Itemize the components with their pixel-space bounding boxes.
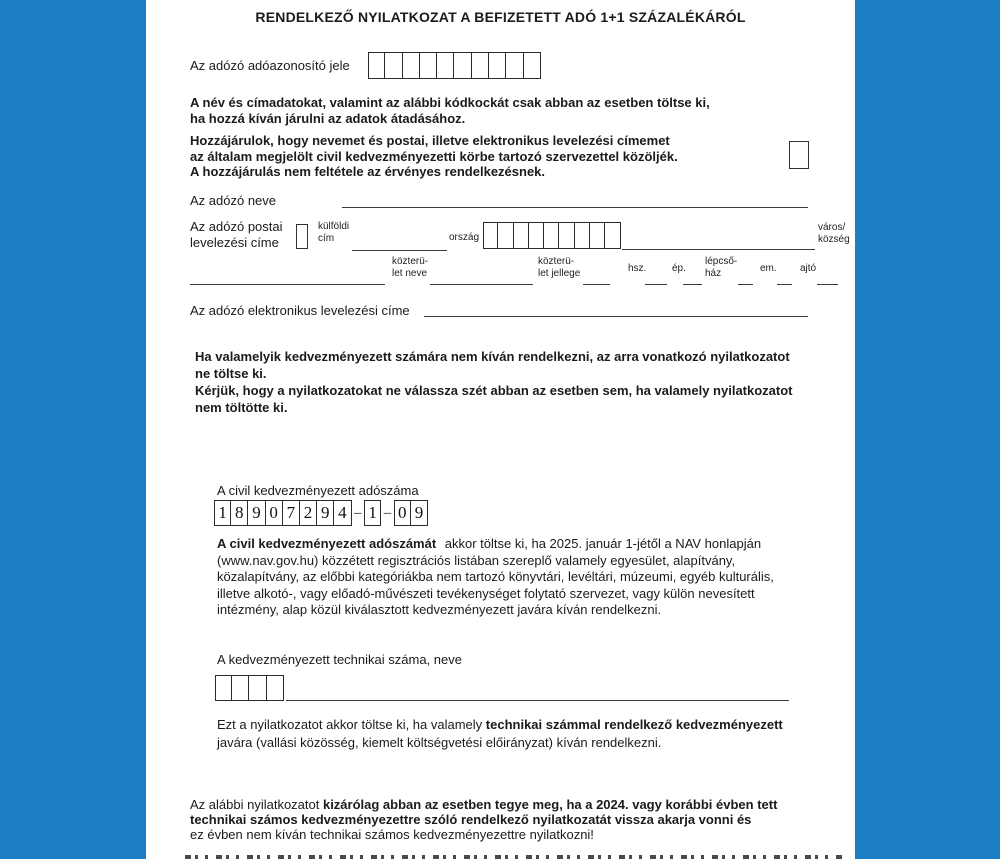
- bold-text: kizárólag abban az esetben tegye meg, ha a 2024. vagy korábbi évben tett: [322, 797, 778, 812]
- paragraph-line: javára (vallási közösség, kiemelt költségvetési előirányzat) kíván rendelkezni.: [217, 735, 662, 750]
- digit-box[interactable]: [514, 222, 529, 249]
- digit-box[interactable]: [215, 675, 232, 701]
- digit-box[interactable]: [368, 52, 385, 79]
- paragraph-line: az általam megjelölt civil kedvezményezetti körbe tartozó szervezettel közöljék.: [190, 148, 678, 164]
- paragraph-line: közalapítvány, az előbbi kategóriákba nem tartozó könyvtári, levéltári, múzeumi, egyéb kulturális,: [217, 569, 774, 584]
- label-line: ház: [705, 267, 722, 279]
- technical-name-input-line[interactable]: [286, 700, 789, 701]
- digit-box[interactable]: [590, 222, 605, 249]
- tax-number-digit[interactable]: 9: [248, 500, 265, 526]
- digit-box[interactable]: [454, 52, 471, 79]
- paragraph-line: [217, 716, 783, 734]
- country-input-line[interactable]: [352, 250, 447, 251]
- tax-number-main-group[interactable]: [214, 500, 352, 526]
- paragraph-line: Ha valamelyik kedvezményezett számára nem kíván rendelkezni, az arra vonatkozó nyilatkozatot: [195, 349, 790, 364]
- label-line: város/: [818, 222, 846, 233]
- name-label: Az adózó neve: [190, 193, 277, 208]
- country-label: ország: [449, 232, 480, 243]
- label-line: cím: [318, 232, 335, 244]
- label-line: levelezési címe: [190, 234, 279, 250]
- staircase-label: [705, 256, 737, 279]
- tax-number-digit[interactable]: 1: [214, 500, 231, 526]
- digit-box[interactable]: [472, 52, 489, 79]
- paragraph-line: [217, 536, 774, 553]
- city-input-line[interactable]: [622, 249, 815, 250]
- bold-text: technikai számmal rendelkező kedvezményezett: [485, 717, 783, 732]
- cutoff-text-line: [185, 855, 846, 859]
- tax-number-digit[interactable]: 0: [266, 500, 283, 526]
- floor-input-line[interactable]: [777, 284, 792, 285]
- label-line: lépcső-: [705, 256, 738, 267]
- tax-number-digit[interactable]: 0: [394, 500, 411, 526]
- paragraph-line: [190, 797, 777, 812]
- technical-beneficiary-info: [217, 716, 783, 752]
- label-line: közterü-: [538, 256, 575, 267]
- label-line: Az adózó postai: [190, 219, 283, 234]
- digit-box[interactable]: [403, 52, 420, 79]
- technical-number-label: A kedvezményezett technikai száma, neve: [217, 652, 462, 667]
- digit-box[interactable]: [529, 222, 544, 249]
- street-name-input-line[interactable]: [430, 284, 533, 285]
- label-line: let jellege: [538, 267, 581, 279]
- tax-number-separator: –: [383, 504, 392, 521]
- door-label: ajtó: [800, 263, 817, 274]
- tax-number-check-group[interactable]: [394, 500, 428, 526]
- digit-box[interactable]: [544, 222, 559, 249]
- postal-code-boxes[interactable]: [483, 222, 621, 249]
- paragraph-line: Kérjük, hogy a nyilatkozatokat ne válassza szét abban az esetben sem, ha valamely nyilatkozatot: [195, 383, 793, 398]
- digit-box[interactable]: [232, 675, 249, 701]
- form-title: RENDELKEZŐ NYILATKOZAT A BEFIZETETT ADÓ 1+1 SZÁZALÉKÁRÓL: [255, 9, 746, 25]
- tax-number-digit[interactable]: 4: [334, 500, 351, 526]
- civil-beneficiary-info: [217, 536, 774, 619]
- tax-number-digit[interactable]: 8: [231, 500, 248, 526]
- label-line: község: [818, 233, 850, 245]
- technical-number-boxes[interactable]: [215, 675, 284, 701]
- digit-box[interactable]: [385, 52, 402, 79]
- building-input-line[interactable]: [683, 284, 702, 285]
- label-line: külföldi: [318, 221, 350, 232]
- digit-box[interactable]: [420, 52, 437, 79]
- digit-box[interactable]: [506, 52, 523, 79]
- tax-number-digit[interactable]: 2: [300, 500, 317, 526]
- consent-statement: [190, 133, 678, 180]
- floor-label: em.: [760, 263, 777, 274]
- paragraph-line: ez évben nem kíván technikai számos kedvezményezettre nyilatkozni!: [190, 827, 594, 842]
- foreign-address-label: [318, 221, 349, 244]
- civil-tax-number-label: A civil kedvezményezett adószáma: [217, 483, 419, 498]
- postal-address-label: [190, 219, 283, 250]
- bold-lead: A civil kedvezményezett adószámát: [217, 536, 437, 551]
- paragraph-line: illetve alkotó-, vagy előadó-művészeti tevékenységet folytató szervezet, vagy külön nevesített: [217, 585, 755, 601]
- normal-text: Az alábbi nyilatkozatot: [190, 797, 323, 812]
- withdrawal-notice: [190, 797, 777, 842]
- paragraph-line: Hozzájárulok, hogy nevemet és postai, illetve elektronikus levelezési címemet: [190, 133, 670, 148]
- tax-number-middle-group[interactable]: [364, 500, 381, 526]
- street-name-label: [392, 256, 428, 279]
- label-line: let neve: [392, 267, 428, 279]
- paragraph-line: intézmény, alap közül kiválasztott kedvezményezett javára kíván rendelkezni.: [217, 602, 662, 617]
- fill-instructions-notice: [195, 348, 793, 416]
- digit-box[interactable]: [489, 52, 506, 79]
- street-type-input-line[interactable]: [583, 284, 610, 285]
- tax-number-digit[interactable]: 1: [364, 500, 381, 526]
- data-sharing-intro: [190, 95, 710, 127]
- civil-tax-number-boxes[interactable]: [214, 500, 428, 526]
- email-input-line[interactable]: [424, 316, 808, 317]
- city-label: [818, 222, 850, 245]
- tax-number-digit[interactable]: 9: [411, 500, 428, 526]
- digit-box[interactable]: [437, 52, 454, 79]
- tax-id-boxes[interactable]: [368, 52, 541, 79]
- paragraph-line: A név és címadatokat, valamint az alábbi kódkockát csak abban az esetben töltse ki,: [190, 95, 710, 110]
- tax-number-digit[interactable]: 9: [317, 500, 334, 526]
- digit-box[interactable]: [524, 52, 541, 79]
- email-label: Az adózó elektronikus levelezési címe: [190, 303, 410, 318]
- address-extra-input-line[interactable]: [190, 284, 385, 285]
- foreign-address-checkbox[interactable]: [296, 224, 308, 249]
- paragraph-line: ha hozzá kíván járulni az adatok átadásához.: [190, 111, 466, 126]
- label-line: közterü-: [392, 256, 429, 267]
- paragraph-line: A hozzájárulás nem feltétele az érvényes rendelkezésnek.: [190, 164, 546, 179]
- house-number-input-line[interactable]: [645, 284, 667, 285]
- staircase-input-line[interactable]: [738, 284, 753, 285]
- name-input-line[interactable]: [342, 207, 808, 208]
- digit-box[interactable]: [498, 222, 513, 249]
- form-page: [146, 0, 855, 859]
- digit-box[interactable]: [559, 222, 574, 249]
- digit-box[interactable]: [605, 222, 620, 249]
- digit-box[interactable]: [267, 675, 284, 701]
- paragraph-line: nem töltötte ki.: [195, 400, 288, 415]
- paragraph-line: (www.nav.gov.hu) közzétett regisztrációs listában szereplő valamely egyesület, alapítvány,: [217, 552, 736, 568]
- digit-box[interactable]: [483, 222, 498, 249]
- normal-text: Ezt a nyilatkozatot akkor töltse ki, ha valamely: [217, 717, 486, 732]
- street-type-label: [538, 256, 580, 279]
- house-number-label: hsz.: [628, 263, 647, 274]
- digit-box[interactable]: [249, 675, 266, 701]
- tax-number-digit[interactable]: 7: [283, 500, 300, 526]
- paragraph-line: technikai számos kedvezményezettre szóló rendelkező nyilatkozatát vissza akarja vonni és: [190, 812, 752, 827]
- tax-id-label: Az adózó adóazonosító jele: [190, 58, 350, 73]
- door-input-line[interactable]: [817, 284, 838, 285]
- tax-number-separator: –: [354, 504, 362, 521]
- paragraph-line: ne töltse ki.: [195, 366, 267, 381]
- digit-box[interactable]: [575, 222, 590, 249]
- consent-checkbox[interactable]: [789, 141, 809, 169]
- building-label: ép.: [672, 263, 686, 274]
- normal-text: akkor töltse ki, ha 2025. január 1-jétől a NAV honlapján: [441, 536, 762, 551]
